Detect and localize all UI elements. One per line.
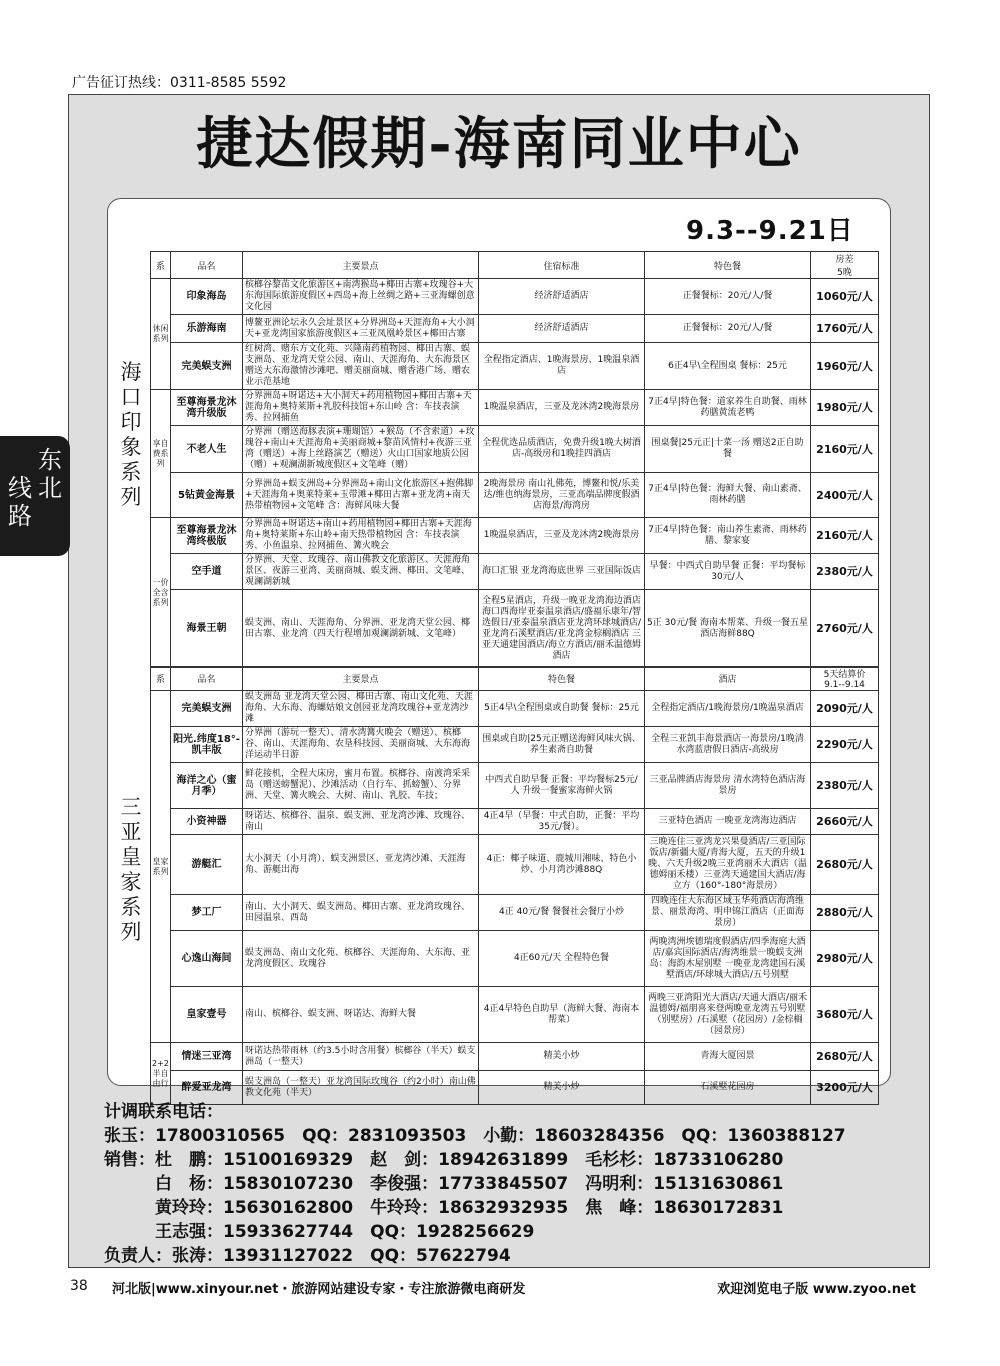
route-hotel: 三晚连住三亚湾龙兴果曼酒店/三亚国际饭店/新疆大厦/青海大厦，五天的升级1晚、六天升级2晚三亚湾丽禾大酒店（温德姆丽禾楼）三亚湾天通建国大酒店/海立方（160°-180°海景房） — [645, 835, 811, 895]
route-name: 心逸山海间 — [171, 931, 243, 987]
series1-table — [150, 251, 879, 668]
series1-label: 海口印象系列 — [120, 360, 142, 509]
route-name: 空手道 — [171, 554, 243, 590]
th-hotel: 酒店 — [645, 667, 811, 691]
route-meal: 7正4早|特色餐：道家养生自助餐、雨林药膳黄流老鸭 — [645, 390, 811, 426]
route-hotel: 全程三亚凯丰海景酒店一海景房/1晚清水湾蓝唐假日酒店-高级房 — [645, 727, 811, 763]
group-label: 休闲系列 — [151, 279, 171, 390]
route-name: 海景王朝 — [171, 590, 243, 668]
route-price: 1980元/人 — [811, 390, 879, 426]
route-price: 1960元/人 — [811, 343, 879, 390]
series2-label: 三亚皇家系列 — [120, 795, 142, 944]
route-spots: 红树湾、赌东方文化苑、兴隆南药植物园、椰田古寨、蜈支洲岛、亚龙湾天堂公园、南山、天涯海角、大东海景区赠送大东海激情沙滩吧、赠美丽商城、赠香港广场、赠农业示范基地 — [243, 343, 479, 390]
route-meal: 早餐：中西式自助早餐 正餐：平均餐标30元/人 — [645, 554, 811, 590]
route-spots: 鲜花接机，全程大床房，蜜月布置。槟榔谷、南渡湾采采岛（赠送螃蟹泥）、沙滩活动（自行车、抓螃蟹）、分界洲、天堂、篝火晚会、大树、南山、乳胶、车技； — [243, 763, 479, 809]
route-meal: 精美小炒 — [479, 1071, 645, 1105]
route-spots: 蜈支洲、南山、天涯海角、分界洲、亚龙湾天堂公园、椰田古寨、业龙湾（四天行程增加观澜湖新城、文笔峰） — [243, 590, 479, 668]
route-price: 2680元/人 — [811, 1043, 879, 1071]
th-meal: 特色餐 — [645, 252, 811, 279]
route-meal: 5正 30元/餐 海南本帮菜、升级一餐五星酒店海鲜88Q — [645, 590, 811, 668]
contact-line: 张玉：17800310565 QQ：2831093503 小勤：18603284356 QQ：1360388127 — [104, 1126, 846, 1146]
route-hotel: 1晚温泉酒店，三亚及龙沐湾2晚海景房 — [479, 518, 645, 554]
group-label: 2+2半自由行 — [151, 1043, 171, 1105]
th-name: 品名 — [171, 252, 243, 279]
route-spots: 分界洲、天堂、玫瑰谷、南山佛教文化旅游区、天涯海角景区、夜游三亚湾、美丽商城、蜈支洲、椰田、文笔峰、观澜湖新城 — [243, 554, 479, 590]
route-price: 2160元/人 — [811, 426, 879, 473]
side-tab-line2: 线路 — [8, 474, 32, 530]
th-spots: 主要景点 — [243, 667, 479, 691]
route-price: 2660元/人 — [811, 809, 879, 835]
route-spots: 槟榔谷黎苗文化旅游区+南湾猴岛+椰田古寨+玫瑰谷+大东海国际旅游度假区+西岛+海上丝绸之路+三亚海螺创意文化园 — [243, 279, 479, 315]
th-price: 5天结算价 9.1--9.14 — [811, 667, 879, 691]
route-name: 游艇汇 — [171, 835, 243, 895]
route-name: 皇家壹号 — [171, 987, 243, 1043]
route-hotel: 2晚海景房 南山礼佛苑，博鳌和悦/乐美达/维也纳海景房，三亚高端品牌度假酒店海景/海湾房 — [479, 473, 645, 518]
route-meal: 4正：椰子味道、鹿城川湘味、特色小炒、小月湾沙滩88Q — [479, 835, 645, 895]
th-cat: 系 — [151, 667, 171, 691]
route-hotel: 1晚温泉酒店，三亚及龙沐湾2晚海景房 — [479, 390, 645, 426]
route-spots: 南山、大小洞天、蜈支洲岛、椰田古寨、亚龙湾玫瑰谷、田园温泉、西岛 — [243, 895, 479, 931]
side-tab-line1: 东北 — [38, 446, 62, 502]
route-name: 完美蜈支洲 — [171, 691, 243, 727]
route-hotel: 两晚湾洲埃德瑞度假酒店/四季海庭大酒店/嘉宾国际酒店/海湾维景一晚蜈支洲岛：海韵木屋别墅 一晚亚龙湾建国石溪墅酒店/环球城大酒店/五号别墅 — [645, 931, 811, 987]
ad-hotline: 广告征订热线：0311-8585 5592 — [72, 75, 287, 91]
route-name: 小资神器 — [171, 809, 243, 835]
route-price: 2160元/人 — [811, 518, 879, 554]
route-hotel: 全程指定酒店、1晚海景房、1晚温泉酒店 — [479, 343, 645, 390]
route-name: 至尊海景龙沐湾升级版 — [171, 390, 243, 426]
page-number: 38 — [70, 1278, 88, 1294]
contact-line: 负责人：张涛：13931127022 QQ：57622794 — [104, 1246, 511, 1266]
contact-line: 白 杨：15830107230 李俊强：17733845507 冯明利：15131630861 — [104, 1174, 784, 1194]
group-label: 一价全含系列 — [151, 518, 171, 668]
route-hotel: 四晚连住大东海区域玉华苑酒店海湾维景、丽景海湾、明申锦江酒店（正面海景房） — [645, 895, 811, 931]
route-meal: 围桌餐|25元正|十菜一汤 赠送2正自助餐 — [645, 426, 811, 473]
route-price: 2380元/人 — [811, 763, 879, 809]
series2-table — [150, 666, 879, 1105]
th-name: 品名 — [171, 667, 243, 691]
route-price: 2380元/人 — [811, 554, 879, 590]
route-spots: 分界洲岛+蜈支洲岛+分界洲岛+南山文化旅游区+抱佛脚+天涯海角+奥莱特莱+玉带滩+椰田古寨+亚龙湾+南天热带植物园+文笔峰 含：海鲜风味大餐 — [243, 473, 479, 518]
footer-left-link[interactable]: 河北版|www.xinyour.net・旅游网站建设专家・专注旅游微电商研发 — [112, 1282, 526, 1297]
route-price: 1060元/人 — [811, 279, 879, 315]
date-range: 9.3--9.21日 — [686, 216, 854, 246]
route-spots: 分界洲（赠送海豚表演+珊瑚馆）+猴岛（不含索道）+玫瑰谷+南山+天涯海角+美丽商城+黎苗风情村+夜游三亚湾（赠送）+海上丝路演艺（赠送）火山口国家地质公园（赠）+观澜湖新城度假区+文笔峰（赠） — [243, 426, 479, 473]
route-spots: 分界洲岛+呀诺达+大小洞天+药用植物园+椰田古寨+天涯海角+奥特莱斯+乳胶科技馆+东山岭 含：车技表演秀、拉网捕鱼 — [243, 390, 479, 426]
route-meal: 4正60元/天 全程特色餐 — [479, 931, 645, 987]
contact-line: 销售：杜 鹏：15100169329 赵 剑：18942631899 毛杉杉：18733106280 — [104, 1150, 784, 1170]
route-hotel: 三亚特色酒店 一晚亚龙湾海边酒店 — [645, 809, 811, 835]
route-meal: 4正 40元/餐 餐餐社会餐厅小炒 — [479, 895, 645, 931]
route-spots: 呀诺达热带雨林（约3.5小时含用餐）槟榔谷（半天）蜈支洲岛（一整天） — [243, 1043, 479, 1071]
footer-right-link[interactable]: 欢迎浏览电子版 www.zyoo.net — [717, 1282, 916, 1297]
th-meal: 特色餐 — [479, 667, 645, 691]
route-spots: 蜈支洲岛、南山文化苑、槟榔谷、天涯海角、大东海、亚龙湾度假区、玫瑰谷 — [243, 931, 479, 987]
route-hotel: 经济舒适酒店 — [479, 315, 645, 343]
th-price: 房差 5晚 — [811, 252, 879, 279]
route-spots: 分界洲（游玩一整天）、清水湾篝火晚会（赠送）、槟榔谷、南山、天涯海角、农垦科技园、美丽商城、大东海海洋运动半日游 — [243, 727, 479, 763]
route-spots: 分界洲岛+呀诺达+南山+药用植物园+椰田古寨+天涯海角+奥特莱斯+东山岭+南天热带植物园 含：车技表演秀、小鱼温泉、拉网捕鱼、篝火晚会 — [243, 518, 479, 554]
route-spots: 蜈支洲岛（一整天）亚龙湾国际玫瑰谷（约2小时）南山佛教文化苑（半天） — [243, 1071, 479, 1105]
route-name: 情迷三亚湾 — [171, 1043, 243, 1071]
route-meal: 精美小炒 — [479, 1043, 645, 1071]
route-price: 2760元/人 — [811, 590, 879, 668]
route-hotel: 青海大厦园景 — [645, 1043, 811, 1071]
route-hotel: 海口汇银 亚龙湾海底世界 三亚国际饭店 — [479, 554, 645, 590]
route-hotel: 石溪墅花园房 — [645, 1071, 811, 1105]
route-spots: 南山、槟榔谷、蜈支洲、呀诺达、海鲜大餐 — [243, 987, 479, 1043]
route-price: 1760元/人 — [811, 315, 879, 343]
page-footer — [60, 1278, 940, 1300]
th-hotel: 住宿标准 — [479, 252, 645, 279]
route-meal: 正餐餐标：20元/人/餐 — [645, 279, 811, 315]
route-name: 印象海岛 — [171, 279, 243, 315]
route-name: 完美蜈支洲 — [171, 343, 243, 390]
route-name: 海洋之心（蜜月季） — [171, 763, 243, 809]
route-spots: 大小洞天（小月湾）、蜈支洲景区、亚龙湾沙滩、天涯海角、游艇出海 — [243, 835, 479, 895]
route-name: 梦工厂 — [171, 895, 243, 931]
route-price: 3200元/人 — [811, 1071, 879, 1105]
route-spots: 蜈支洲岛 亚龙湾天堂公园、椰田古寨、南山文化苑、天涯海角、大东海、海螺姑娘文创园亚龙湾玫瑰谷+亚龙湾沙滩 — [243, 691, 479, 727]
group-label: 享自费系列 — [151, 390, 171, 518]
route-meal: 4正4早（早餐：中式自助，正餐：平均35元/餐）。 — [479, 809, 645, 835]
th-spots: 主要景点 — [243, 252, 479, 279]
route-hotel: 经济舒适酒店 — [479, 279, 645, 315]
route-meal: 中西式自助早餐 正餐：平均餐标25元/人 升级一餐蜜家海鲜火锅 — [479, 763, 645, 809]
contact-line: 黄玲玲：15630162800 牛玲玲：18632932935 焦 峰：18630172831 — [104, 1198, 784, 1218]
contact-line: 王志强：15933627744 QQ：1928256629 — [104, 1222, 535, 1242]
route-name: 不老人生 — [171, 426, 243, 473]
route-price: 2880元/人 — [811, 895, 879, 931]
route-spots: 博鳌亚洲论坛永久会址景区+分界洲岛+天涯海角+大小洞天+亚龙湾国家旅游度假区+三亚凤凰岭景区+椰田古寨 — [243, 315, 479, 343]
route-price: 3680元/人 — [811, 987, 879, 1043]
route-hotel: 全程5星酒店，升级一晚亚龙湾海边酒店 海口西海岸亚泰温泉酒店/盛福乐康年/智选假日/亚泰温泉酒店亚龙湾环球城酒店/亚龙湾石溪墅酒店/亚龙湾金棕榈酒店 三亚天通建国酒店/海立方酒店/丽禾温德姆酒店 — [479, 590, 645, 668]
route-spots: 呀诺达、槟榔谷、温泉、蜈支洲、亚龙湾沙滩、玫瑰谷、南山 — [243, 809, 479, 835]
route-meal: 7正4早|特色餐：海鲜大餐、南山素斋、雨林药膳 — [645, 473, 811, 518]
group-label: 皇家系列 — [151, 691, 171, 1043]
route-name: 阳光.纬度18°-凯丰版 — [171, 727, 243, 763]
route-hotel: 两晚三亚湾阳光大酒店/天通大酒店/丽禾温德姆/福朋喜来登两晚亚龙湾五号别墅（别墅房）/石溪墅（花园房）/金棕榈（园景房） — [645, 987, 811, 1043]
route-price: 2400元/人 — [811, 473, 879, 518]
route-price: 2980元/人 — [811, 931, 879, 987]
route-meal: 7正4早|特色餐：南山养生素斋、雨林药膳、黎家宴 — [645, 518, 811, 554]
route-name: 至尊海景龙沐湾终极版 — [171, 518, 243, 554]
route-hotel: 全程优选品质酒店，免费升级1晚大树酒店-高级房和1晚挂四酒店 — [479, 426, 645, 473]
route-meal: 5正4早\全程围桌或自助餐 餐标：25元 — [479, 691, 645, 727]
th-cat: 系 — [151, 252, 171, 279]
route-hotel: 全程指定酒店/1晚海景房/1晚温泉酒店 — [645, 691, 811, 727]
route-meal: 正餐餐标：20元/人/餐 — [645, 315, 811, 343]
contacts-heading: 计调联系电话： — [104, 1102, 223, 1122]
route-price: 2290元/人 — [811, 727, 879, 763]
route-meal: 围桌或自助|25元正赠送海鲜风味火锅、养生素斋自助餐 — [479, 727, 645, 763]
route-price: 2680元/人 — [811, 835, 879, 895]
route-meal: 4正4早特色自助早（海鲜大餐、海南本帮菜） — [479, 987, 645, 1043]
route-hotel: 三亚品牌酒店海景房 清水湾特色酒店海景房 — [645, 763, 811, 809]
route-name: 醉爱亚龙湾 — [171, 1071, 243, 1105]
route-price: 2090元/人 — [811, 691, 879, 727]
side-tab — [0, 436, 70, 556]
route-name: 乐游海南 — [171, 315, 243, 343]
route-meal: 6正4早\全程围桌 餐标：25元 — [645, 343, 811, 390]
route-name: 5钻黄金海景 — [171, 473, 243, 518]
page-title: 捷达假期-海南同业中心 — [196, 111, 802, 177]
